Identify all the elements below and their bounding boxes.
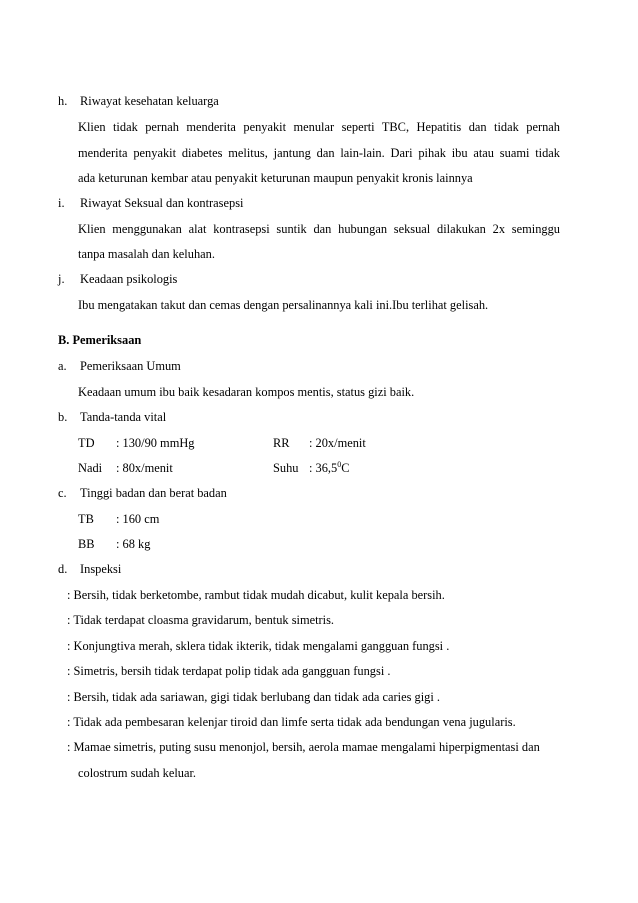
section-heading-b: B. Pemeriksaan bbox=[58, 333, 142, 347]
paragraph-line: menderita penyakit diabetes melitus, jantung dan lain-lain. Dari pihak ibu atau suami tidak bbox=[78, 146, 560, 160]
item-title-d: Inspeksi bbox=[80, 562, 122, 576]
paragraph-line: ada keturunan kembar atau penyakit keturunan maupun penyakit kronis lainnya bbox=[78, 171, 473, 185]
vital-key-rr: RR bbox=[273, 436, 290, 450]
item-title-b: Tanda-tanda vital bbox=[80, 410, 167, 424]
paragraph-line: Keadaan umum ibu baik kesadaran kompos mentis, status gizi baik. bbox=[78, 385, 415, 399]
vital-key-suhu: Suhu bbox=[273, 461, 299, 475]
paragraph-line: Ibu mengatakan takut dan cemas dengan persalinannya kali ini.Ibu terlihat gelisah. bbox=[78, 298, 489, 312]
vital-value-suhu bbox=[309, 461, 350, 475]
item-label-d: d. bbox=[58, 562, 68, 576]
vital-value-rr: : 20x/menit bbox=[309, 436, 366, 450]
item-label-i: i. bbox=[58, 196, 65, 210]
vital-key-nadi: Nadi bbox=[78, 461, 103, 475]
inspeksi-item: : Konjungtiva merah, sklera tidak ikterik, tidak mengalami gangguan fungsi . bbox=[67, 639, 450, 653]
body-value-bb: : 68 kg bbox=[116, 537, 151, 551]
item-label-b: b. bbox=[58, 410, 68, 424]
body-key-bb: BB bbox=[78, 537, 95, 551]
item-title-c: Tinggi badan dan berat badan bbox=[80, 486, 227, 500]
inspeksi-item: : Bersih, tidak ada sariawan, gigi tidak berlubang dan tidak ada caries gigi . bbox=[67, 690, 440, 704]
inspeksi-item: : Mamae simetris, puting susu menonjol, bersih, aerola mamae mengalami hiperpigmentasi dan bbox=[67, 740, 540, 754]
item-title-a: Pemeriksaan Umum bbox=[80, 359, 181, 373]
inspeksi-item: : Bersih, tidak berketombe, rambut tidak mudah dicabut, kulit kepala bersih. bbox=[67, 588, 445, 602]
body-value-tb: : 160 cm bbox=[116, 512, 160, 526]
paragraph-line: Klien tidak pernah menderita penyakit menular seperti TBC, Hepatitis dan tidak pernah bbox=[78, 120, 560, 134]
item-title-h: Riwayat kesehatan keluarga bbox=[80, 94, 219, 108]
vital-value-nadi: : 80x/menit bbox=[116, 461, 173, 475]
vital-key-td: TD bbox=[78, 436, 95, 450]
body-key-tb: TB bbox=[78, 512, 94, 526]
item-title-j: Keadaan psikologis bbox=[80, 272, 178, 286]
inspeksi-item: : Simetris, bersih tidak terdapat polip tidak ada gangguan fungsi . bbox=[67, 664, 391, 678]
suhu-degree-sup: 0 bbox=[337, 460, 342, 469]
suhu-unit: C bbox=[341, 461, 350, 475]
paragraph-line: tanpa masalah dan keluhan. bbox=[78, 247, 215, 261]
paragraph-line: Klien menggunakan alat kontrasepsi suntik dan hubungan seksual dilakukan 2x seminggu bbox=[78, 222, 560, 236]
item-label-j: j. bbox=[58, 272, 65, 286]
item-label-a: a. bbox=[58, 359, 67, 373]
item-label-h: h. bbox=[58, 94, 68, 108]
item-label-c: c. bbox=[58, 486, 67, 500]
vital-value-td: : 130/90 mmHg bbox=[116, 436, 195, 450]
inspeksi-item: : Tidak ada pembesaran kelenjar tiroid dan limfe serta tidak ada bendungan vena jugularis. bbox=[67, 715, 516, 729]
inspeksi-item: : Tidak terdapat cloasma gravidarum, bentuk simetris. bbox=[67, 613, 335, 627]
item-title-i: Riwayat Seksual dan kontrasepsi bbox=[80, 196, 244, 210]
suhu-value-main: : 36,5 bbox=[309, 461, 338, 475]
inspeksi-continuation: colostrum sudah keluar. bbox=[78, 766, 197, 780]
